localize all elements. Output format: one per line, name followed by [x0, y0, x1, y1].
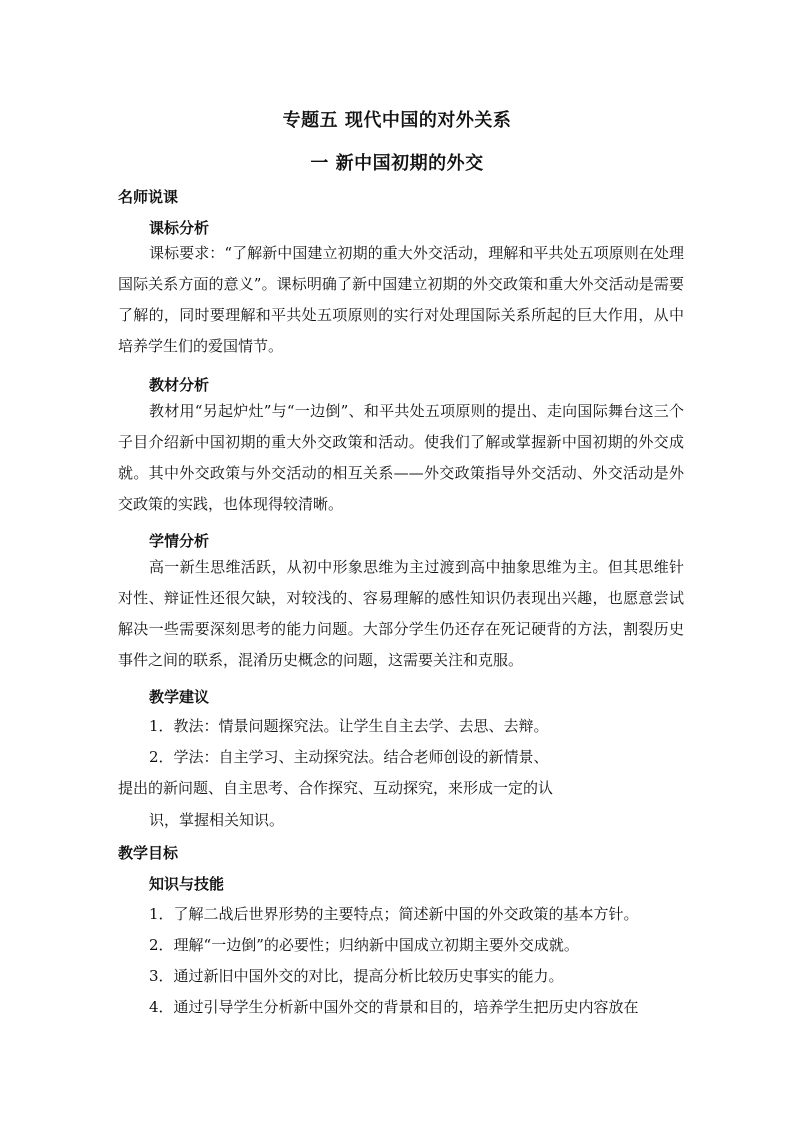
document-subtitle: 一 新中国初期的外交: [310, 153, 484, 174]
subheading-kebiao: 课标分析: [149, 219, 210, 237]
list-item-continuation: 识，掌握相关知识。: [149, 811, 285, 829]
subheading-zhishi: 知识与技能: [149, 875, 225, 893]
list-item: 2．学法：自主学习、主动探究法。结合老师创设的新情景、: [149, 748, 549, 766]
section-heading-mubiao: 教学目标: [118, 844, 179, 862]
subheading-jiaocai: 教材分析: [149, 376, 210, 394]
subheading-jianyi: 教学建议: [149, 688, 210, 706]
subheading-xueqing: 学情分析: [149, 532, 210, 550]
list-item: 2．理解“一边倒”的必要性；归纳新中国成立初期主要外交成就。: [149, 936, 579, 954]
list-item-continuation: 提出的新问题、自主思考、合作探究、互动探究，来形成一定的认: [118, 779, 554, 797]
section-heading-mingshi: 名师说课: [118, 188, 179, 206]
list-item: 3．通过新旧中国外交的对比，提高分析比较历史事实的能力。: [149, 967, 564, 985]
paragraph-xueqing: 高一新生思维活跃，从初中形象思维为主过渡到高中抽象思维为主。但其思维针对性、辩证性还很欠缺，对较浅的、容易理解的感性知识仍表现出兴趣，也愿意尝试解决一些需要深刻思考的能力问题。大部分学生仍还存在死记硬背的方法，割裂历史事件之间的联系，混淆历史概念的问题，这需要关注和克服。: [118, 558, 684, 669]
document-title: 专题五 现代中国的对外关系: [282, 110, 512, 131]
list-item: 1．了解二战后世界形势的主要特点；简述新中国的外交政策的基本方针。: [149, 905, 639, 923]
paragraph-kebiao: 课标要求：“了解新中国建立初期的重大外交活动，理解和平共处五项原则在处理国际关系方面的意义”。课标明确了新中国建立初期的外交政策和重大外交活动是需要了解的，同时要理解和平共处五项原则的实行对处理国际关系所起的巨大作用，从中培养学生们的爱国情节。: [118, 244, 684, 355]
list-item: 1．教法：情景问题探究法。让学生自主去学、去思、去辩。: [149, 717, 549, 735]
list-item: 4．通过引导学生分析新中国外交的背景和目的，培养学生把历史内容放在: [149, 998, 639, 1016]
paragraph-jiaocai: 教材用“另起炉灶”与“一边倒”、和平共处五项原则的提出、走向国际舞台这三个子目介绍新中国初期的重大外交政策和活动。使我们了解或掌握新中国初期的外交成就。其中外交政策与外交活动的相互关系——外交政策指导外交活动、外交活动是外交政策的实践，也体现得较清晰。: [118, 402, 684, 513]
